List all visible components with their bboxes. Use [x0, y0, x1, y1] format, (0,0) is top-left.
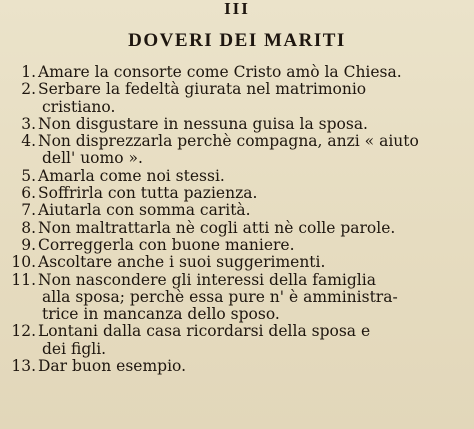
item-text	[38, 185, 474, 202]
item-number: 5.	[21, 166, 36, 185]
duties-list	[0, 64, 474, 375]
list-item	[0, 272, 474, 324]
item-text	[38, 202, 474, 219]
list-item	[0, 254, 474, 271]
item-text-line: alla sposa; perchè essa pure n' è amministra-	[42, 287, 398, 306]
item-text-line: Amarla come noi stessi.	[38, 166, 225, 185]
list-item	[0, 116, 474, 133]
list-item	[0, 358, 474, 375]
list-item	[0, 237, 474, 254]
item-number: 1.	[21, 63, 36, 81]
item-text	[38, 116, 474, 133]
item-number: 13.	[11, 357, 36, 376]
item-number: 3.	[21, 114, 36, 133]
item-number: 6.	[21, 184, 36, 203]
item-number: 10.	[11, 253, 36, 272]
item-number: 9.	[21, 235, 36, 254]
section-number: III	[224, 0, 250, 18]
item-number: 12.	[11, 322, 36, 341]
list-item	[0, 81, 474, 116]
item-text-line: Non disprezzarla perchè compagna, anzi « aiuto	[38, 132, 419, 151]
item-number: 8.	[21, 218, 36, 237]
item-number: 7.	[21, 201, 36, 220]
item-text-line: Soffrirla con tutta pazienza.	[38, 184, 258, 203]
item-text	[38, 220, 474, 237]
item-number: 11.	[11, 270, 36, 289]
list-item	[0, 64, 474, 81]
item-text-line: Non nascondere gli interessi della famiglia	[38, 270, 376, 289]
item-text-line: dei figli.	[42, 339, 107, 358]
item-text-line: Lontani dalla casa ricordarsi della sposa e	[38, 322, 371, 341]
item-text-line: dell' uomo ».	[42, 149, 143, 168]
item-text	[38, 254, 474, 271]
item-text-line: Aiutarla con somma carità.	[38, 201, 251, 220]
item-text	[38, 81, 474, 116]
item-text-line: Ascoltare anche i suoi suggerimenti.	[38, 253, 326, 272]
item-text	[38, 133, 474, 168]
list-item	[0, 133, 474, 168]
item-text-line: Non disgustare in nessuna guisa la sposa.	[38, 114, 368, 133]
list-item	[0, 220, 474, 237]
item-text-line: Amare la consorte come Cristo amò la Chiesa.	[38, 63, 402, 81]
list-item	[0, 168, 474, 185]
item-text	[38, 64, 474, 81]
item-text	[38, 323, 474, 358]
item-text-line: Non maltrattarla nè cogli atti nè colle parole.	[38, 218, 396, 237]
item-text-line: trice in mancanza dello sposo.	[42, 305, 280, 324]
item-text-line: Correggerla con buone maniere.	[38, 235, 295, 254]
item-text	[38, 237, 474, 254]
item-number: 4.	[21, 132, 36, 151]
item-text-line: cristiano.	[42, 97, 116, 116]
item-text-line: Serbare la fedeltà giurata nel matrimonio	[38, 80, 367, 99]
list-item	[0, 323, 474, 358]
item-number: 2.	[21, 80, 36, 99]
list-item	[0, 202, 474, 219]
item-text	[38, 358, 474, 375]
page-title: DOVERI DEI MARITI	[128, 30, 346, 51]
item-text	[38, 272, 474, 324]
list-item	[0, 185, 474, 202]
item-text-line: Dar buon esempio.	[38, 357, 187, 376]
item-text	[38, 168, 474, 185]
